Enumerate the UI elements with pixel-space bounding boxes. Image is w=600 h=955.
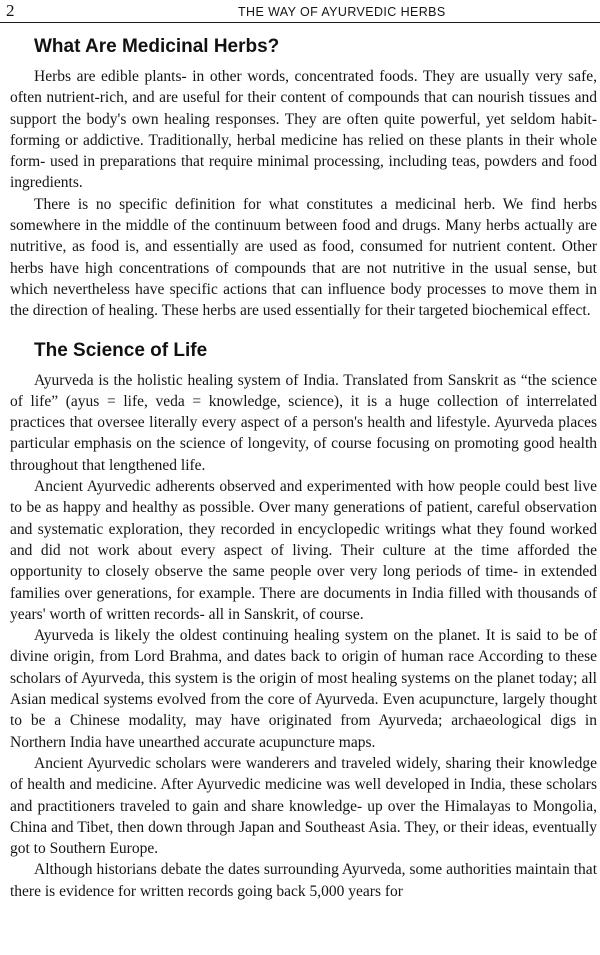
paragraph: Ancient Ayurvedic adherents observed and experimented with how people could best live to be as happy and healthy as possible. Over many generations of patient, careful observation and systematic exploration, they recorded in encyclopedic writings what they found worked and did not work about every aspect of living. Their culture at the time afforded the opportunity to closely observe the same people over very long periods of time- in extended families over generations, for example. There are documents in India filled with thousands of years' worth of written records- all in Sanskrit, of course. [10, 478, 597, 623]
running-title: THE WAY OF AYURVEDIC HERBS [238, 5, 446, 19]
page-body [10, 34, 597, 902]
paragraph: Herbs are edible plants- in other words, concentrated foods. They are usually very safe, often nutrient-rich, and are useful for their content of compounds that can nourish tissues and support the body's own healing responses. They are often quite powerful, yet seldom habit-forming or addictive. Traditionally, herbal medicine has relied on these plants in their whole form- used in preparations that require minimal processing, including teas, powders and food ingredients. [10, 68, 597, 192]
section-heading-medicinal-herbs: What Are Medicinal Herbs? [34, 36, 280, 57]
paragraph: Ayurveda is the holistic healing system of India. Translated from Sanskrit as “the science of life” (ayus = life, veda = knowledge, science), it is a huge collection of interrelated practices that oversee literally every aspect of a person's health and lifestyle. Ayurveda places particular emphasis on the science of longevity, of course focusing on promoting good health throughout that lengthened life. [10, 371, 597, 474]
running-header [0, 0, 600, 23]
paragraph: Although historians debate the dates surrounding Ayurveda, some authorities maintain that there is evidence for written records going back 5,000 years for [10, 861, 597, 900]
page-number: 2 [6, 1, 15, 20]
paragraph: Ayurveda is likely the oldest continuing healing system on the planet. It is said to be of divine origin, from Lord Brahma, and dates back to origin of human race According to these scholars of Ayurveda, this system is the origin of most healing systems on the planet today; all Asian medical systems evolved from the core of Ayurveda. Even acupuncture, largely thought to be a Chinese modality, may have originated from Ayurveda; archaeological digs in Northern India have unearthed accurate acupuncture maps. [10, 627, 597, 751]
section-heading-science-of-life: The Science of Life [34, 339, 208, 361]
paragraph: Ancient Ayurvedic scholars were wanderers and traveled widely, sharing their knowledge of health and medicine. After Ayurvedic medicine was well developed in India, these scholars and practitioners traveled to gain and share knowledge- up over the Himalayas to Mongolia, China and Tibet, then down through Japan and Southeast Asia. They, or their ideas, eventually got to Southern Europe. [10, 754, 597, 858]
paragraph: There is no specific definition for what constitutes a medicinal herb. We find herbs somewhere in the middle of the continuum between food and drugs. Many herbs actually are nutritive, as food is, and essentially are used as food, consumed for nutrient content. Other herbs have high concentrations of compounds that are not nutritive in the usual sense, but which nevertheless have specific actions that can influence body processes to move them in the direction of healing. These herbs are used essentially for their targeted biochemical effect. [10, 195, 597, 320]
